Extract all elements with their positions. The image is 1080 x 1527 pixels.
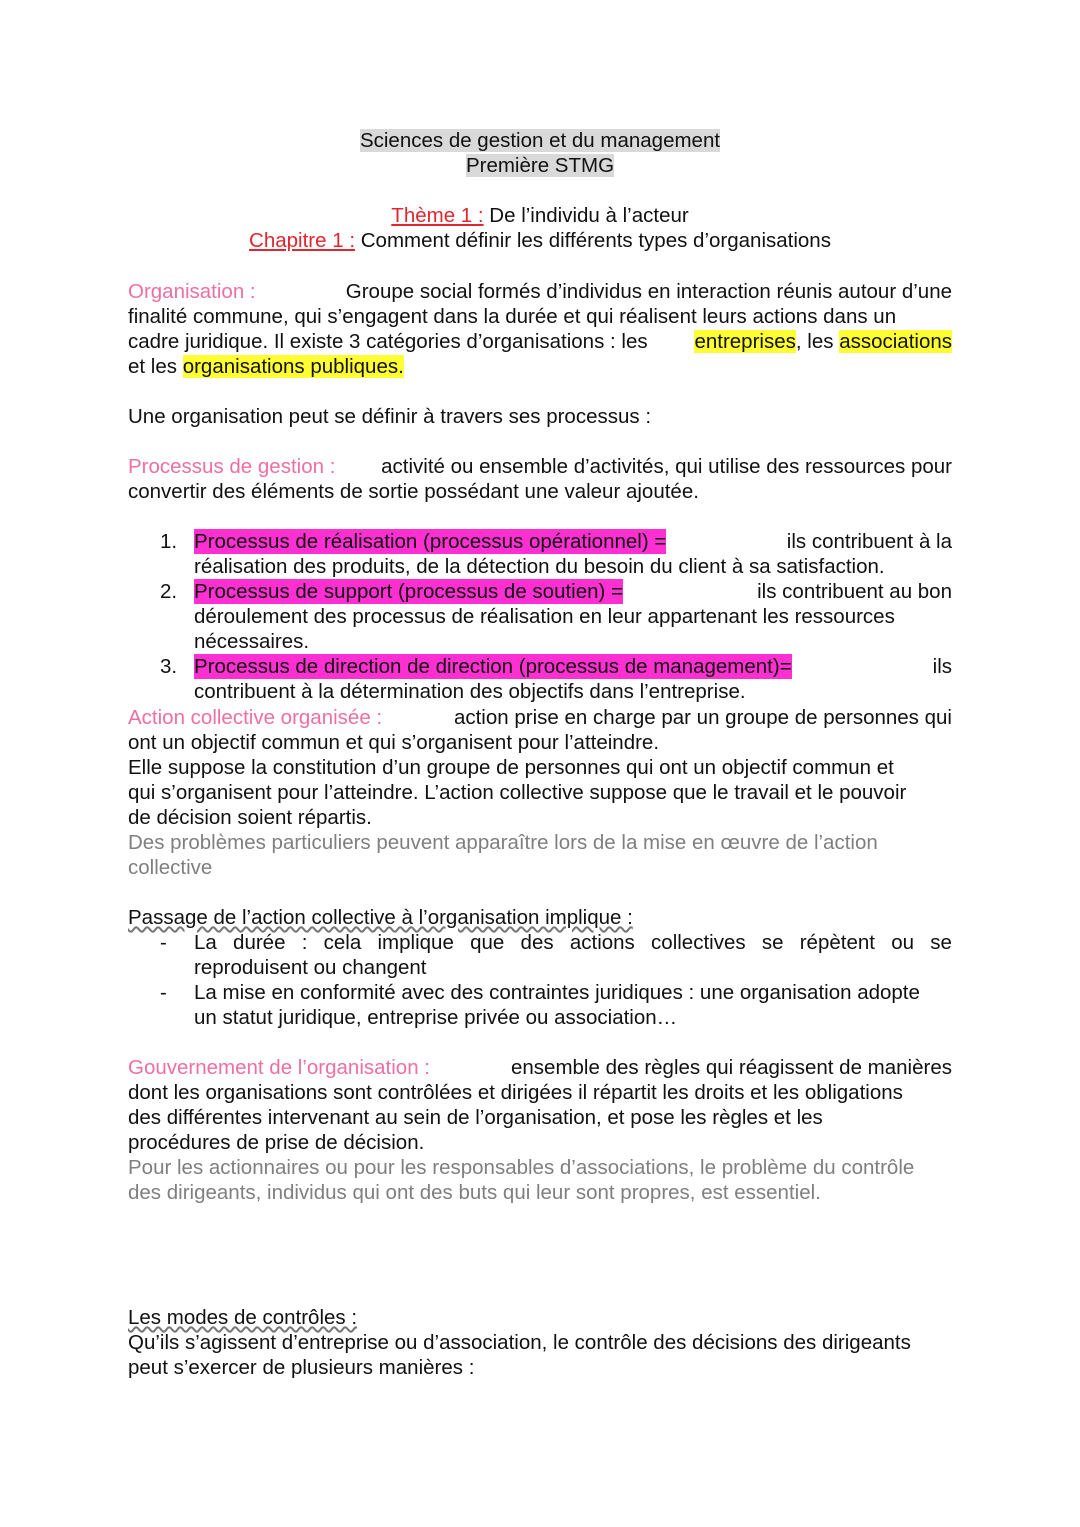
passage-title: Passage de l’action collective à l’organisation implique : — [128, 906, 633, 929]
processus-item-1-cont: réalisation des produits, de la détection du besoin du client à sa satisfaction. — [194, 555, 885, 578]
modes-line-2: peut s’exercer de plusieurs manières : — [128, 1356, 475, 1379]
bullet-dash-2: - — [160, 981, 167, 1004]
action-collective-line-5: de décision soient répartis. — [128, 806, 372, 829]
action-collective-term: Action collective organisée : — [128, 706, 383, 729]
gouvernement-line-3: des différentes intervenant au sein de l’organisation, et pose les règles et les — [128, 1106, 823, 1129]
gouvernement-line-4: procédures de prise de décision. — [128, 1131, 425, 1154]
highlight-organisations-publiques: organisations publiques. — [182, 355, 404, 378]
theme-heading — [0, 203, 1080, 228]
action-collective-note-1: Des problèmes particuliers peuvent apparaître lors de la mise en œuvre de l’action — [128, 831, 878, 854]
passage-item-1: La durée : cela implique que des actions collectives se répètent ou se — [194, 931, 952, 954]
modes-title: Les modes de contrôles : — [128, 1306, 358, 1329]
highlight-processus-direction: Processus de direction de direction (processus de management)= — [194, 655, 792, 678]
highlight-processus-support: Processus de support (processus de soutien) = — [194, 580, 624, 603]
processus-gestion-line-1: Processus de gestion : activité ou ensemble d’activités, qui utilise des ressources pour — [128, 455, 952, 478]
processus-item-1: Processus de réalisation (processus opérationnel) = ils contribuent à la — [194, 530, 952, 553]
action-collective-line-2: ont un objectif commun et qui s’organisent pour l’atteindre. — [128, 731, 660, 754]
course-level: Première STMG — [465, 154, 615, 177]
course-title: Sciences de gestion et du management — [359, 129, 721, 152]
chapter-heading — [0, 228, 1080, 253]
processus-gestion-line-2: convertir des éléments de sortie possédant une valeur ajoutée. — [128, 480, 699, 503]
passage-item-2-cont: un statut juridique, entreprise privée ou association… — [194, 1006, 678, 1029]
gouvernement-term: Gouvernement de l’organisation : — [128, 1056, 430, 1079]
processus-item-3: Processus de direction de direction (processus de management)= ils — [194, 655, 952, 678]
gouvernement-line-1: Gouvernement de l’organisation : ensemble des règles qui réagissent de manières — [128, 1056, 952, 1079]
highlight-processus-realisation: Processus de réalisation (processus opérationnel) = — [194, 530, 667, 553]
gouvernement-note-1: Pour les actionnaires ou pour les responsables d’associations, le problème du contrôle — [128, 1156, 915, 1179]
theme-text: De l’individu à l’acteur — [489, 204, 689, 227]
organisation-definition-line-2: finalité commune, qui s’engagent dans la durée et qui réalisent leurs actions dans un — [128, 305, 897, 328]
list-number-2: 2. — [160, 580, 178, 603]
action-collective-line-3: Elle suppose la constitution d’un groupe de personnes qui ont un objectif commun et — [128, 756, 894, 779]
highlight-associations: associations — [839, 330, 952, 353]
processus-item-2: Processus de support (processus de soutien) = ils contribuent au bon — [194, 580, 952, 603]
modes-line-1: Qu’ils s’agissent d’entreprise ou d’association, le contrôle des décisions des dirigeants — [128, 1331, 911, 1354]
organisation-definition-line-1: Organisation : Groupe social formés d’individus en interaction réunis autour d’une — [128, 280, 952, 303]
theme-label: Thème 1 : — [391, 204, 484, 227]
processus-gestion-term: Processus de gestion : — [128, 455, 336, 478]
organisation-definition-line-3: cadre juridique. Il existe 3 catégories d’organisations : les entreprises, les associations — [128, 330, 952, 353]
action-collective-note-2: collective — [128, 856, 213, 879]
highlight-entreprises: entreprises — [694, 330, 796, 353]
chapter-text: Comment définir les différents types d’organisations — [360, 229, 831, 252]
gouvernement-note-2: des dirigeants, individus qui ont des buts qui leur sont propres, est essentiel. — [128, 1181, 821, 1204]
passage-item-2: La mise en conformité avec des contraintes juridiques : une organisation adopte — [194, 981, 920, 1004]
gouvernement-line-2: dont les organisations sont contrôlées et dirigées il répartit les droits et les obligations — [128, 1081, 903, 1104]
action-collective-line-4: qui s’organisent pour l’atteindre. L’action collective suppose que le travail et le pouvoir — [128, 781, 907, 804]
processus-item-2-cont: déroulement des processus de réalisation en leur appartenant les ressources — [194, 605, 895, 628]
passage-item-1-cont: reproduisent ou changent — [194, 956, 427, 979]
list-number-3: 3. — [160, 655, 178, 678]
list-number-1: 1. — [160, 530, 178, 553]
action-collective-line-1: Action collective organisée : action prise en charge par un groupe de personnes qui — [128, 706, 952, 729]
chapter-label: Chapitre 1 : — [249, 229, 356, 252]
bullet-dash-1: - — [160, 931, 167, 954]
processus-item-2-cont-2: nécessaires. — [194, 630, 310, 653]
organisation-term: Organisation : — [128, 280, 256, 303]
processus-intro: Une organisation peut se définir à travers ses processus : — [128, 405, 652, 428]
processus-item-3-cont: contribuent à la détermination des objectifs dans l’entreprise. — [194, 680, 746, 703]
organisation-definition-line-4: et les organisations publiques. — [128, 355, 404, 378]
